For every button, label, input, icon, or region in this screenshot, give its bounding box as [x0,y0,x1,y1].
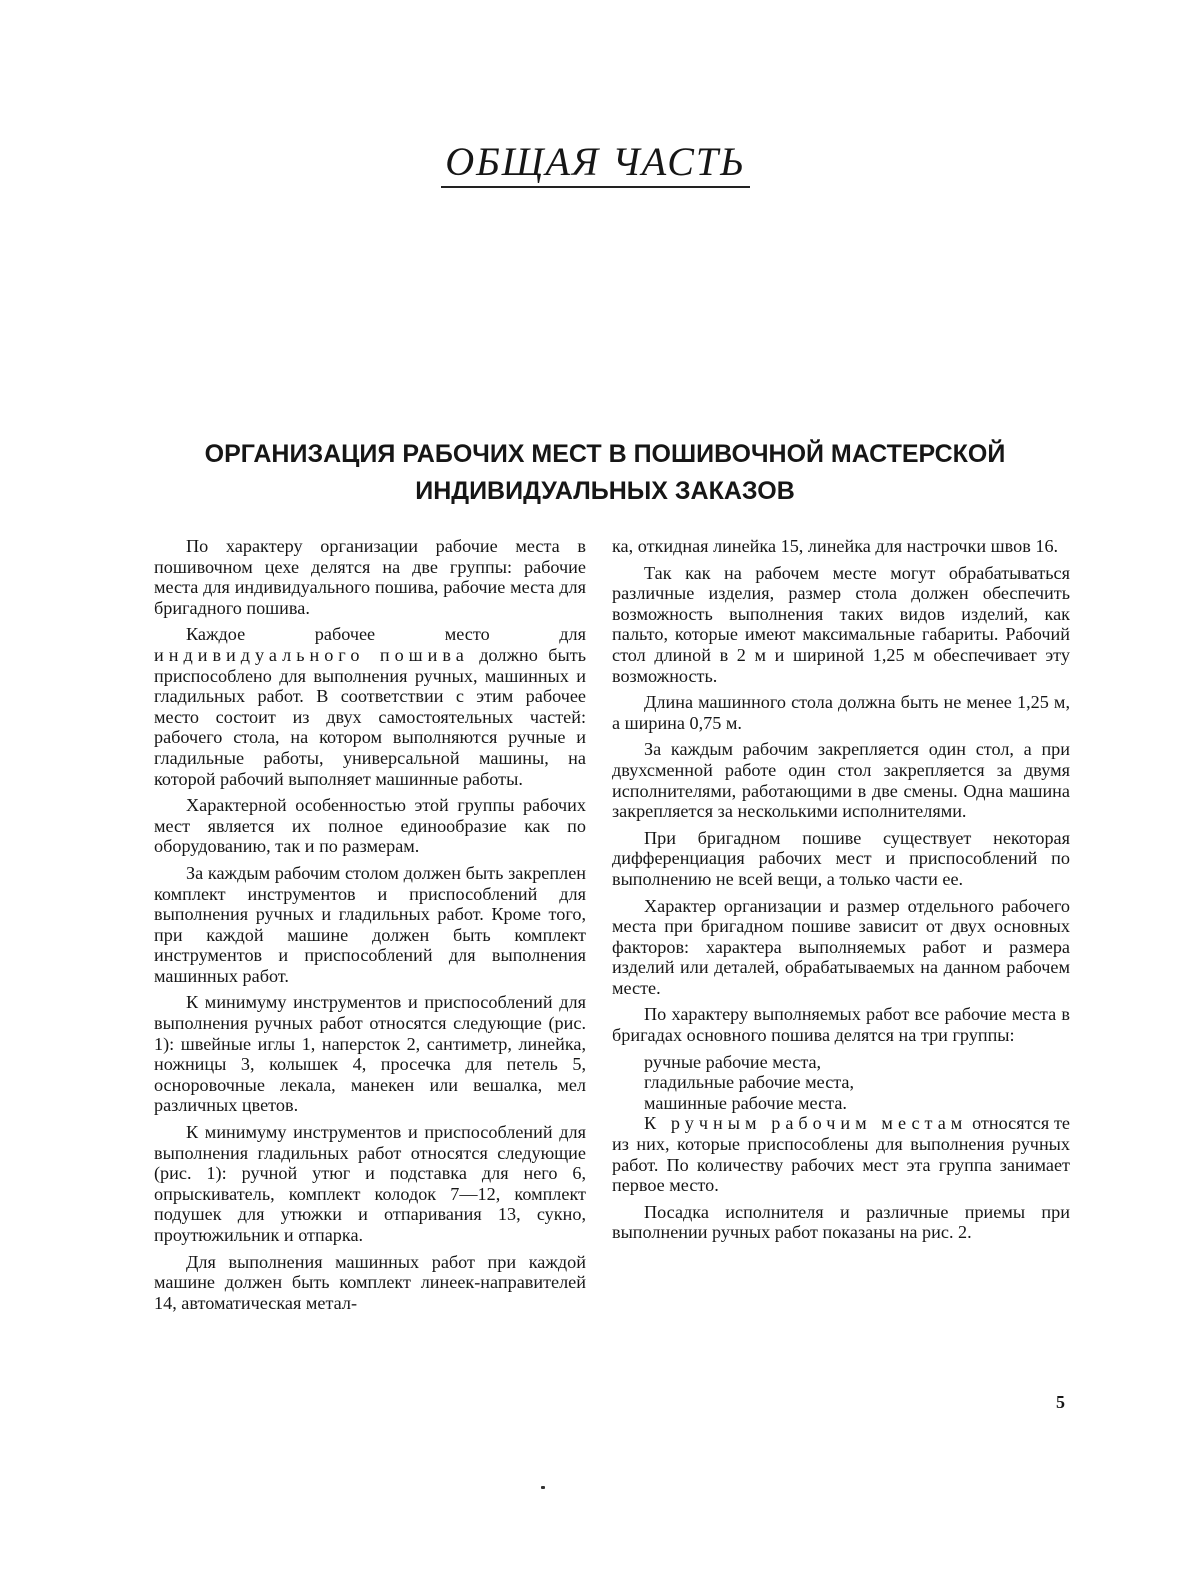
left-text-column [154,536,586,1319]
right-text-column [612,536,1070,1249]
paragraph: За каждым рабочим закрепляется один стол, а при двухсменной работе один стол закрепляется за двумя исполнителями, работающими в две смены. Одна машина закрепляется за несколькими исполнителями. [612,739,1070,822]
spaced-emphasis: К ручным рабочим местам [644,1113,968,1134]
paragraph-continuation: ка, откидная линейка 15, линейка для настрочки швов 16. [612,536,1059,556]
list-item: машинные рабочие места. [644,1092,847,1113]
paragraph: Так как на рабочем месте могут обрабатываться различные изделия, размер стола должен обеспечить возможность выполнения таких видов изделий, как пальто, которые имеют максимальные габариты. Рабочий стол длиной в 2 м и шириной 1,25 м обеспечивает эту возможность. [612,562,1070,686]
paragraph-rest: относятся те из них, которые приспособлены для выполнения ручных работ. По количеству рабочих мест эта группа занимает первое место. [612,1113,1070,1196]
paragraph: Характер организации и размер отдельного рабочего места при бригадном пошиве зависит от двух основных факторов: характера выполняемых работ и размера изделий или деталей, обрабатываемых на данном рабочем месте. [612,895,1070,998]
print-speck [541,1486,545,1489]
part-title [0,138,1191,186]
list-item: ручные рабочие места, [644,1051,822,1072]
paragraph: При бригадном пошиве существует некоторая дифференциация рабочих мест и приспособлений по выполнению не всей вещи, а только части ее. [612,827,1070,889]
paragraph: По характеру организации рабочие места в пошивочном цехе делятся на две группы: рабочие места для индивидуального пошива, рабочие места для бригадного пошива. [154,536,586,618]
paragraph [154,624,586,789]
chapter-title-line-2: ИНДИВИДУАЛЬНЫХ ЗАКАЗОВ [415,477,795,505]
paragraph: Длина машинного стола должна быть не менее 1,25 м, а ширина 0,75 м. [612,692,1070,733]
paragraph: За каждым рабочим столом должен быть закреплен комплект инструментов и приспособлений для выполнения ручных и гладильных работ. Кроме того, при каждой машине должен быть комплект инструментов и приспособлений для выполнения машинных работ. [154,862,586,986]
paragraph [612,1113,1070,1195]
paragraph: Для выполнения машинных работ при каждой машине должен быть комплект линеек-направителей 14, автоматическая метал- [154,1251,586,1313]
paragraph-rest: должно быть приспособлено для выполнения ручных, машинных и гладильных работ. В соответствии с этим рабочее место состоит из двух самостоятельных частей: рабочего стола, на котором выполняются ручные и гладильные работы, универсальной машины, на которой рабочий выполняет машинные работы. [154,644,587,789]
paragraph-lead: Каждое рабочее место для [186,624,586,645]
paragraph: Характерной особенностью этой группы рабочих мест является их полное единообразие как по оборудованию, так и по размерам. [154,795,586,857]
paragraph: По характеру выполняемых работ все рабочие места в бригадах основного пошива делятся на три группы: [612,1004,1070,1046]
part-title-text: ОБЩАЯ ЧАСТЬ [441,139,749,188]
paragraph: К минимуму инструментов и приспособлений для выполнения гладильных работ относятся следующие (рис. 1): ручной утюг и подставка для него 6, опрыскиватель, комплект колодок 7—12, комплект подушек для утюжки и отпаривания 13, сукно, проутюжильник и отпарка. [154,1122,586,1245]
chapter-title [140,436,1070,510]
page-number: 5 [1056,1392,1065,1412]
chapter-title-line-1: ОРГАНИЗАЦИЯ РАБОЧИХ МЕСТ В ПОШИВОЧНОЙ МАСТЕРСКОЙ [204,440,1006,468]
paragraph: К минимуму инструментов и приспособлений для выполнения ручных работ относятся следующие (рис. 1): швейные иглы 1, наперсток 2, сантиметр, линейка, ножницы 3, колышек 4, просечка для петель 5, осноровочные лекала, манекен или вешалка, мел различных цветов. [154,992,586,1116]
paragraph: Посадка исполнителя и различные приемы при выполнении ручных работ показаны на рис. 2. [612,1201,1070,1243]
list-item: гладильные рабочие места, [644,1072,855,1093]
spaced-emphasis: индивидуального пошива [154,644,469,665]
